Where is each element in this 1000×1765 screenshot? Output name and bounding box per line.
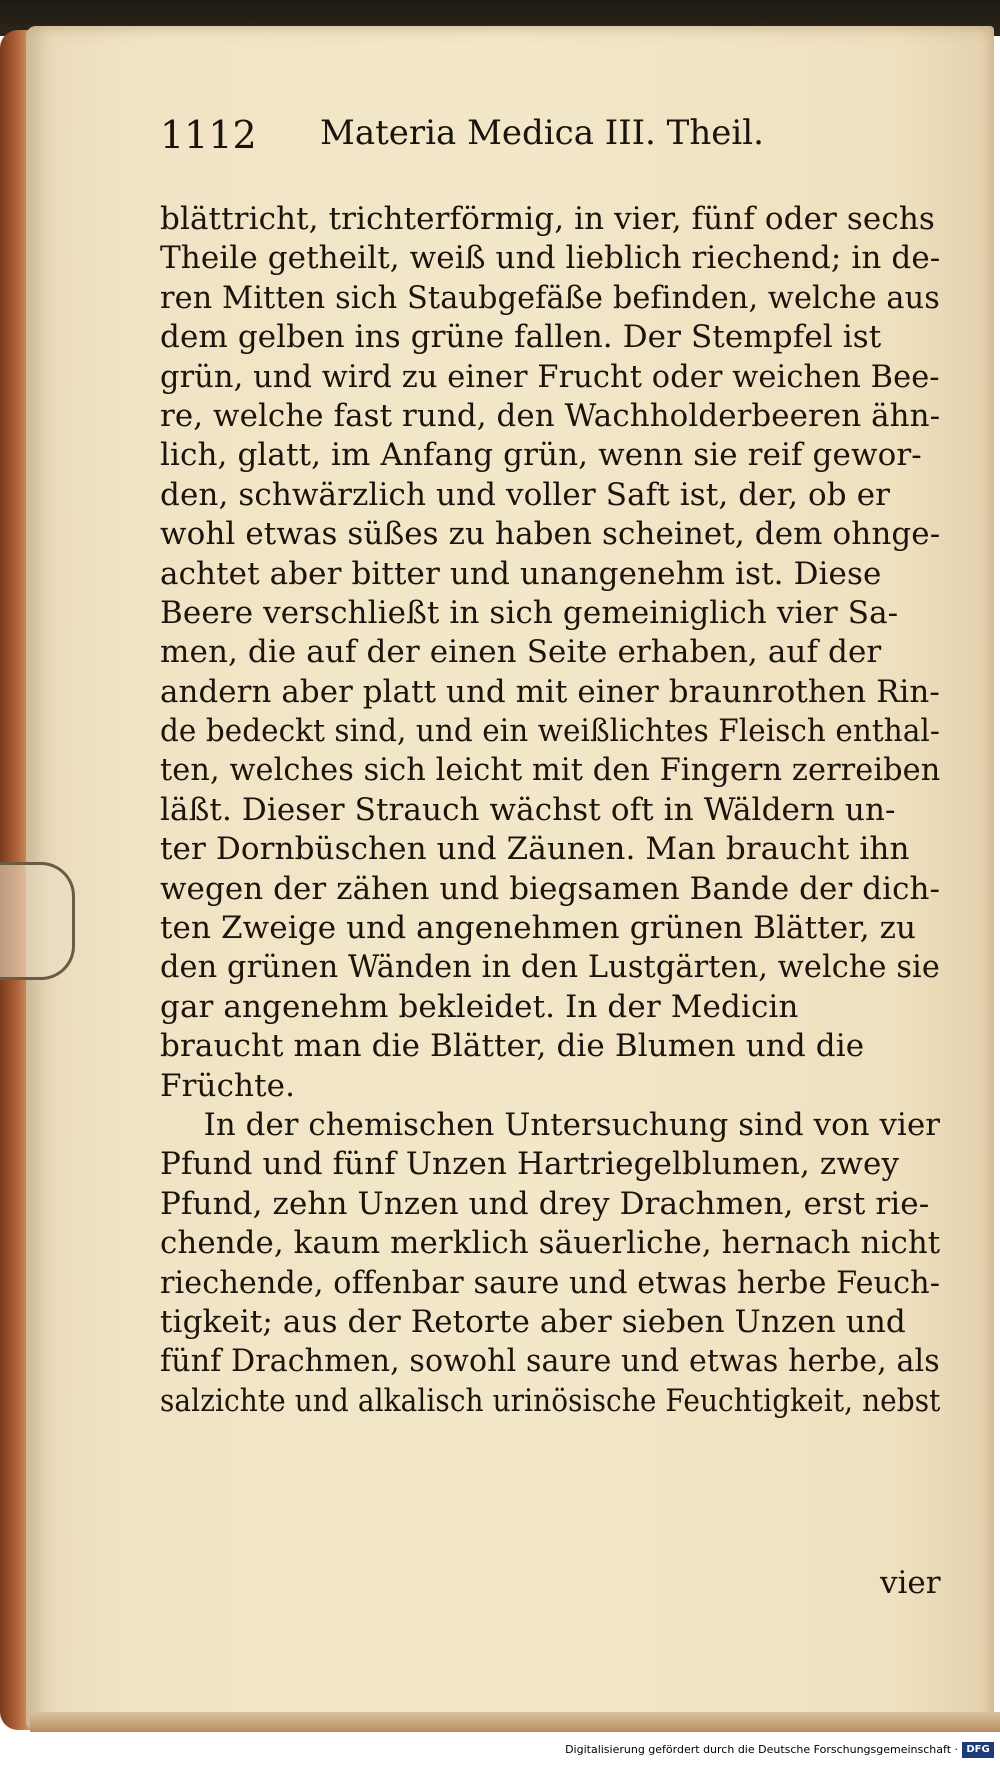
text-line: Pfund und fünf Unzen Hartriegelblumen, zwey (160, 1146, 900, 1183)
text-line: lich, glatt, im Anfang grün, wenn sie reif gewor- (160, 437, 922, 474)
text-line: den, schwärzlich und voller Saft ist, der, ob er (160, 476, 891, 513)
text-line: Früchte. (160, 1067, 296, 1104)
text-line: wegen der zähen und biegsamen Bande der dich- (160, 870, 941, 907)
book-bottom-edge (30, 1712, 1000, 1732)
text-line: ten, welches sich leicht mit den Fingern zerreiben (160, 752, 941, 789)
page-header (160, 105, 800, 165)
page-number: 1112 (160, 113, 257, 157)
text-line: andern aber platt und mit einer braunrothen Rin- (160, 673, 940, 710)
catchword: vier (880, 1565, 941, 1601)
text-line: wohl etwas süßes zu haben scheinet, dem ohnge- (160, 516, 941, 553)
dfg-logo: DFG (962, 1742, 994, 1758)
text-line: riechende, offenbar saure und etwas herbe Feuch- (160, 1264, 941, 1301)
text-line: den grünen Wänden in den Lustgärten, welche sie (160, 949, 940, 986)
text-line: salzichte und alkalisch urinösische Feuchtigkeit, nebst (160, 1382, 941, 1419)
text-line: dem gelben ins grüne fallen. Der Stempfel ist (160, 319, 882, 356)
text-line: Beere verschließt in sich gemeiniglich vier Sa- (160, 594, 899, 631)
text-line: chende, kaum merklich säuerliche, hernach nicht (160, 1225, 941, 1262)
text-line: Pfund, zehn Unzen und drey Drachmen, erst rie- (160, 1185, 930, 1222)
text-line: de bedeckt sind, und ein weißlichtes Fleisch enthal- (160, 713, 940, 750)
text-line: Theile getheilt, weiß und lieblich riechend; in de- (160, 240, 941, 277)
digitization-credit: Digitalisierung gefördert durch die Deutsche Forschungsgemeinschaft · (565, 1743, 958, 1756)
running-title: Materia Medica III. Theil. (320, 113, 764, 153)
text-line: re, welche fast rund, den Wachholderbeeren ähn- (160, 397, 941, 434)
text-line: In der chemischen Untersuchung sind von vier (203, 1106, 941, 1143)
text-line: gar angenehm bekleidet. In der Medicin (160, 988, 799, 1025)
text-line: fünf Drachmen, sowohl saure und etwas herbe, als (160, 1343, 940, 1380)
text-line: blättricht, trichterförmig, in vier, fünf oder sechs (160, 201, 935, 237)
tab-marker (0, 862, 75, 980)
text-line: grün, und wird zu einer Frucht oder weichen Bee- (160, 358, 940, 395)
text-line: men, die auf der einen Seite erhaben, auf der (160, 634, 882, 671)
text-line: ren Mitten sich Staubgefäße befinden, welche aus (160, 279, 940, 316)
text-line: ter Dornbüschen und Zäunen. Man braucht ihn (160, 831, 910, 868)
text-line: braucht man die Blätter, die Blumen und die (160, 1028, 865, 1065)
text-line: läßt. Dieser Strauch wächst oft in Wäldern un- (160, 791, 896, 828)
text-line: ten Zweige und angenehmen grünen Blätter, zu (160, 910, 917, 947)
body-text (160, 200, 940, 1421)
text-line: tigkeit; aus der Retorte aber sieben Unzen und (160, 1303, 906, 1340)
text-line: achtet aber bitter und unangenehm ist. Diese (160, 555, 882, 592)
